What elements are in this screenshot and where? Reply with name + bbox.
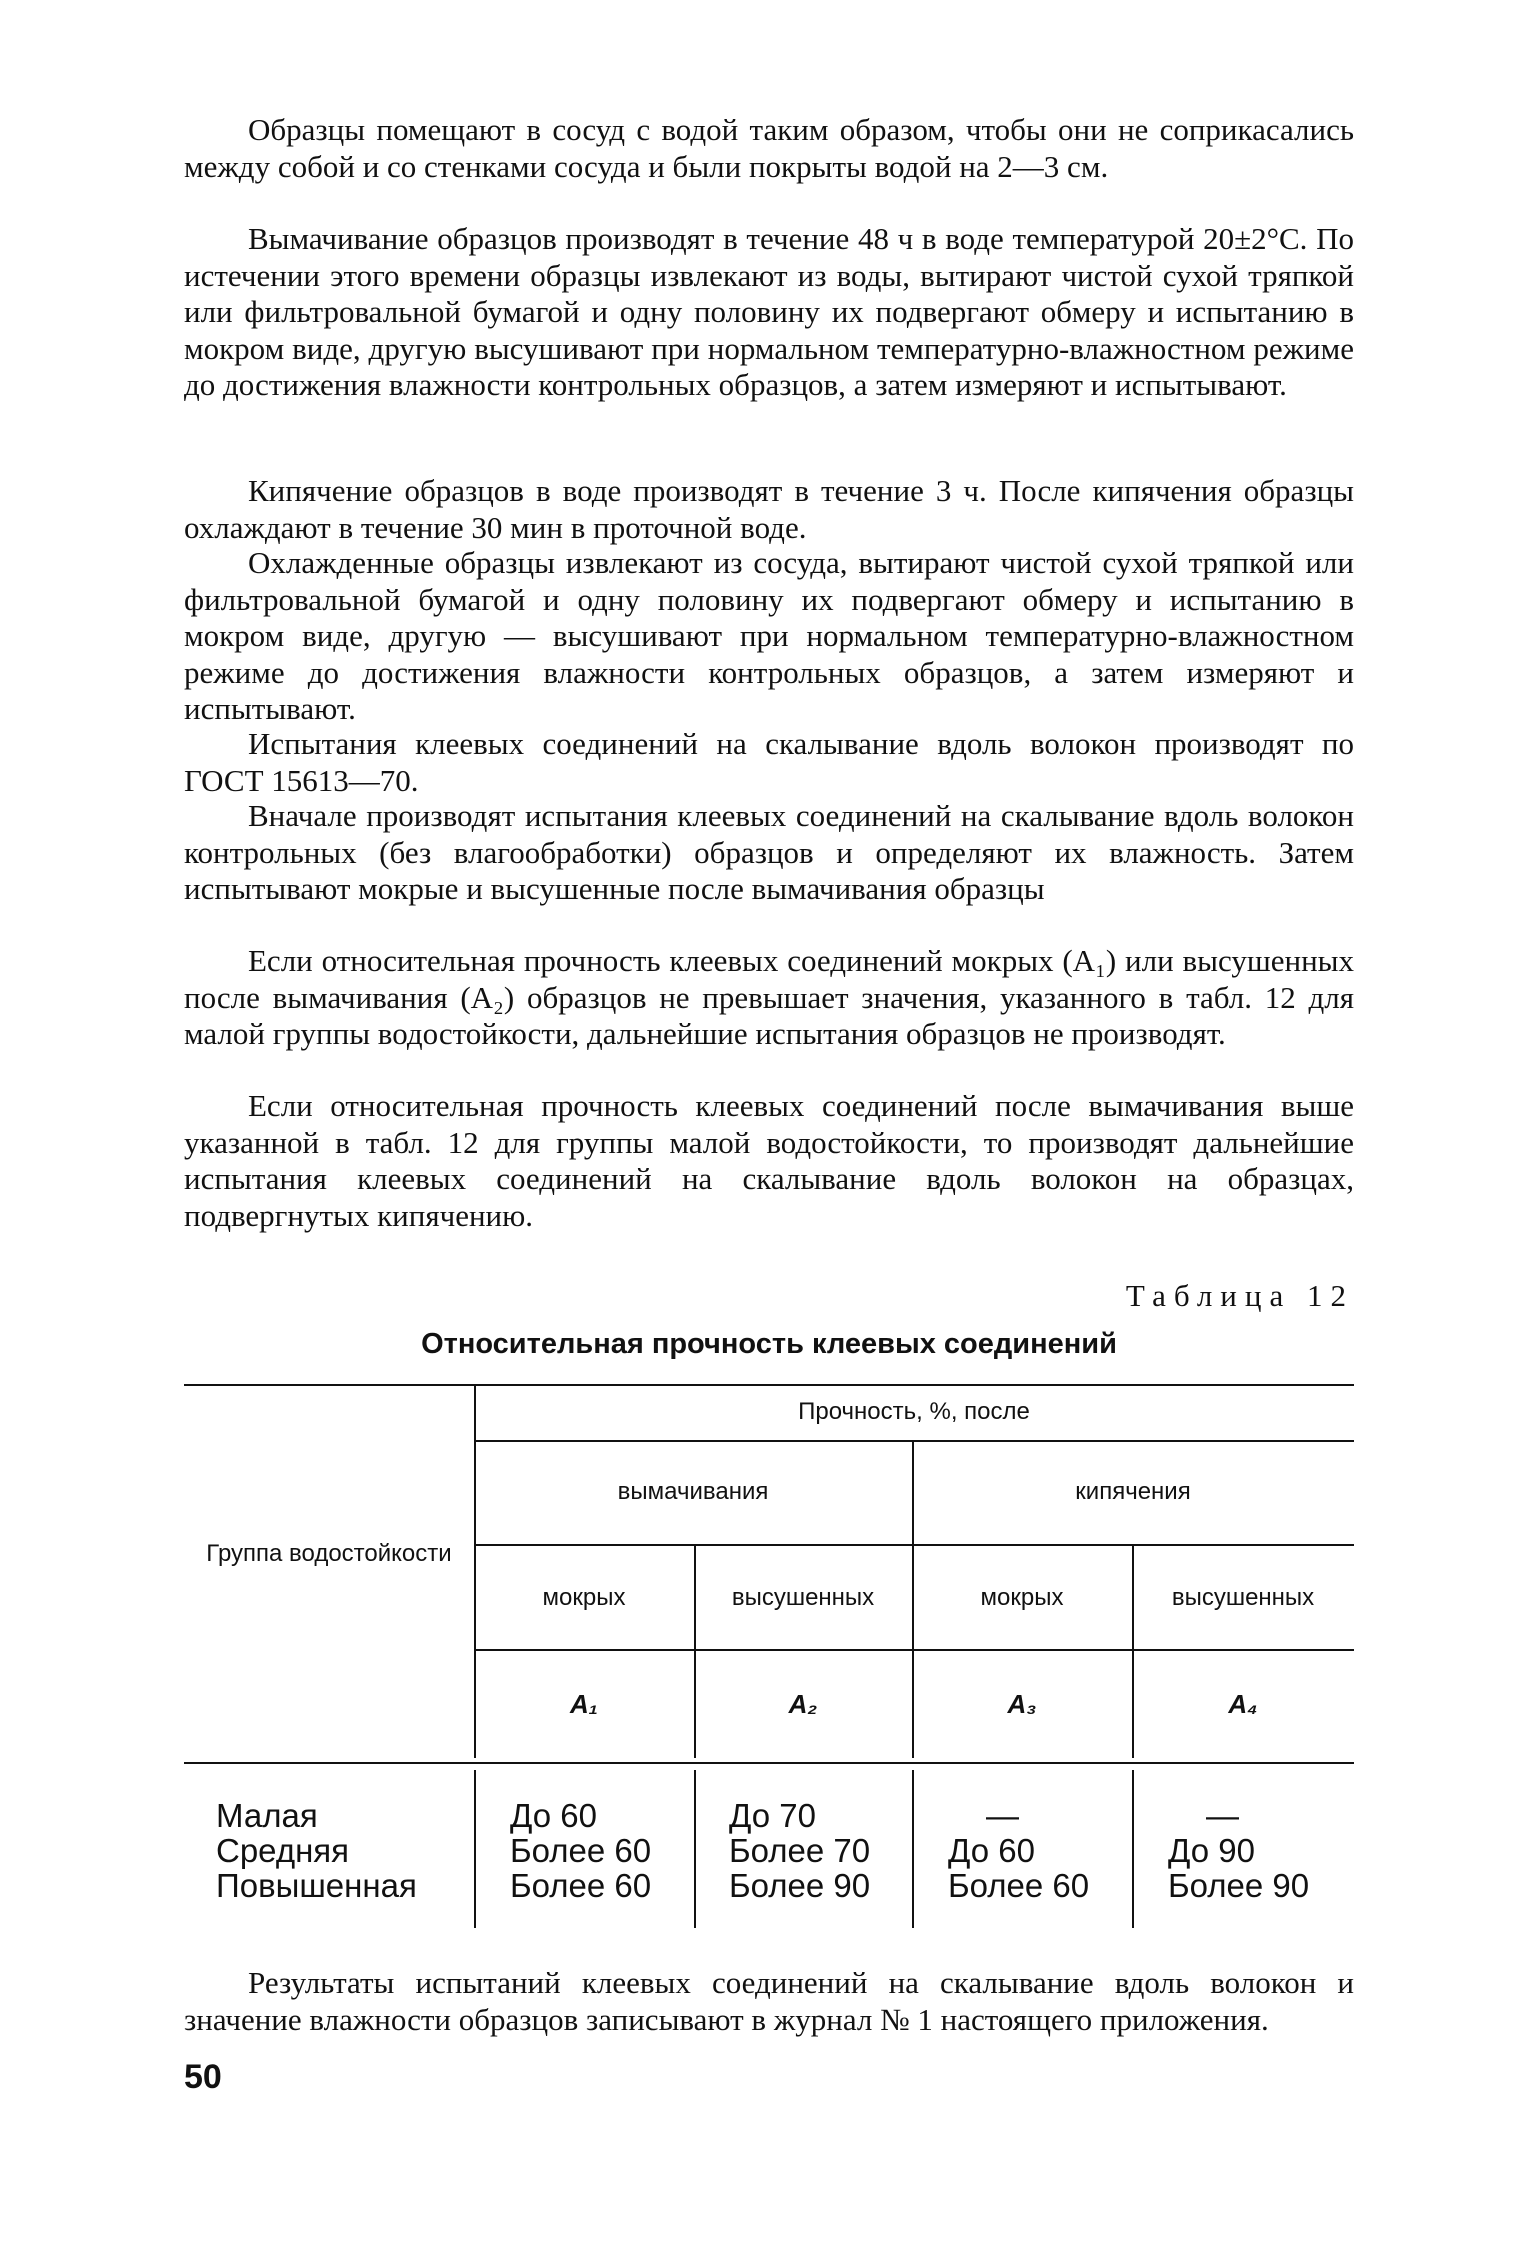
table-cell: Более 90 [1168, 1867, 1310, 1904]
boiling-header: кипячения [1075, 1478, 1191, 1505]
wet-soak-header: мокрых [542, 1584, 626, 1611]
table-cell: Более 70 [729, 1832, 871, 1869]
table-cell: Более 60 [510, 1867, 652, 1904]
header-rule-1 [474, 1440, 1354, 1442]
strength-table [184, 1384, 1354, 1934]
table-row: Средняя [216, 1832, 350, 1869]
body-rule-4 [1132, 1770, 1134, 1928]
table-cell: Более 60 [948, 1867, 1090, 1904]
group-header: Группа водостойкости [206, 1540, 452, 1567]
symbol-a2: A₂ [788, 1689, 818, 1719]
group-column [216, 1798, 417, 1903]
table-row: Повышенная [216, 1867, 417, 1904]
table-cell: До 70 [729, 1797, 816, 1834]
dried-soak-header: высушенных [731, 1584, 875, 1611]
table-cell: — [1206, 1797, 1239, 1834]
page-number: 50 [184, 2058, 222, 2096]
dried-boil-header: высушенных [1171, 1584, 1315, 1611]
paragraph-5: Испытания клеевых соединений на скалывание вдоль волокон производят по ГОСТ 15613—70. [184, 726, 1354, 798]
symbol-a1: A₁ [570, 1689, 598, 1719]
table-row: Малая [216, 1797, 318, 1834]
paragraph-1: Образцы помещают в сосуд с водой таким образом, чтобы они не соприкасались между собой и со стенками сосуда и были покрыты водой на 2—3 см. [184, 112, 1354, 184]
body-rule-1 [474, 1770, 476, 1928]
body-text [184, 112, 1354, 1233]
paragraph-3: Кипячение образцов в воде производят в течение 3 ч. После кипячения образцы охлаждают в течение 30 мин в проточной воде. [184, 473, 1354, 545]
boil-sub-rule [1132, 1546, 1134, 1758]
paragraph-8: Если относительная прочность клеевых соединений после вымачивания выше указанной в табл. 12 для группы малой водостойкости, то производят дальнейшие испытания клеевых соединений на скалывание вдоль волокон на образцах, подвергнутых кипячению. [184, 1088, 1354, 1233]
table-cell: До 90 [1168, 1832, 1255, 1869]
symbol-a3: A₃ [1007, 1689, 1037, 1719]
table-caption: Таблица 12 [1125, 1278, 1354, 1313]
a3-column [948, 1798, 1089, 1903]
body-rule-3 [912, 1770, 914, 1928]
table-cell: До 60 [510, 1797, 597, 1834]
wet-boil-header: мокрых [980, 1584, 1064, 1611]
paragraph-6: Вначале производят испытания клеевых соединений на скалывание вдоль волокон контрольных (без влагообработки) образцов и определяют их влажность. Затем испытывают мокрые и высушенные после вымачивания образцы [184, 798, 1354, 906]
a4-column [1168, 1798, 1309, 1903]
a2-column [729, 1798, 870, 1903]
soaking-header: вымачивания [617, 1478, 769, 1505]
results-paragraph-block [184, 1965, 1354, 2038]
body-rule-2 [694, 1770, 696, 1928]
header-rule-2 [474, 1544, 1354, 1546]
table-cell: Более 60 [510, 1832, 652, 1869]
table-cell: До 60 [948, 1832, 1035, 1869]
symbol-a4: A₄ [1228, 1689, 1258, 1719]
paragraph-7: Если относительная прочность клеевых соединений мокрых (A₁) или высушенных после вымачивания (A₂) образцов не превышает значения, указанного в табл. 12 для малой группы водостойкости, дальнейшие испытания образцов не производят. [184, 943, 1354, 1051]
strength-header: Прочность, %, после [798, 1398, 1030, 1425]
header-rule-3 [474, 1649, 1354, 1651]
a1-column [510, 1798, 651, 1903]
table-cell: — [986, 1797, 1019, 1834]
paragraph-4: Охлажденные образцы извлекают из сосуда, вытирают чистой сухой тряпкой или фильтровальной бумагой и одну половину их подвергают обмеру и испытанию в мокром виде, другую — высушивают при нормальном температурно-влажностном режиме до достижения влажности контрольных образцов, а затем измеряют и испытывают. [184, 545, 1354, 726]
table-top-rule [184, 1384, 1354, 1386]
paragraph-2: Вымачивание образцов производят в течение 48 ч в воде температурой 20±2°С. По истечении этого времени образцы извлекают из воды, вытирают чистой сухой тряпкой или фильтровальной бумагой и одну половину их подвергают обмеру и испытанию в мокром виде, другую высушивают при нормальном температурно-влажностном режиме до достижения влажности контрольных образцов, а затем измеряют и испытывают. [184, 221, 1354, 402]
header-bottom-rule [184, 1762, 1354, 1764]
table-cell: Более 90 [729, 1867, 871, 1904]
soak-sub-rule [694, 1546, 696, 1758]
results-paragraph: Результаты испытаний клеевых соединений на скалывание вдоль волокон и значение влажности образцов записывают в журнал № 1 настоящего приложения. [184, 1965, 1354, 2037]
table-title: Относительная прочность клеевых соединений [421, 1328, 1117, 1360]
